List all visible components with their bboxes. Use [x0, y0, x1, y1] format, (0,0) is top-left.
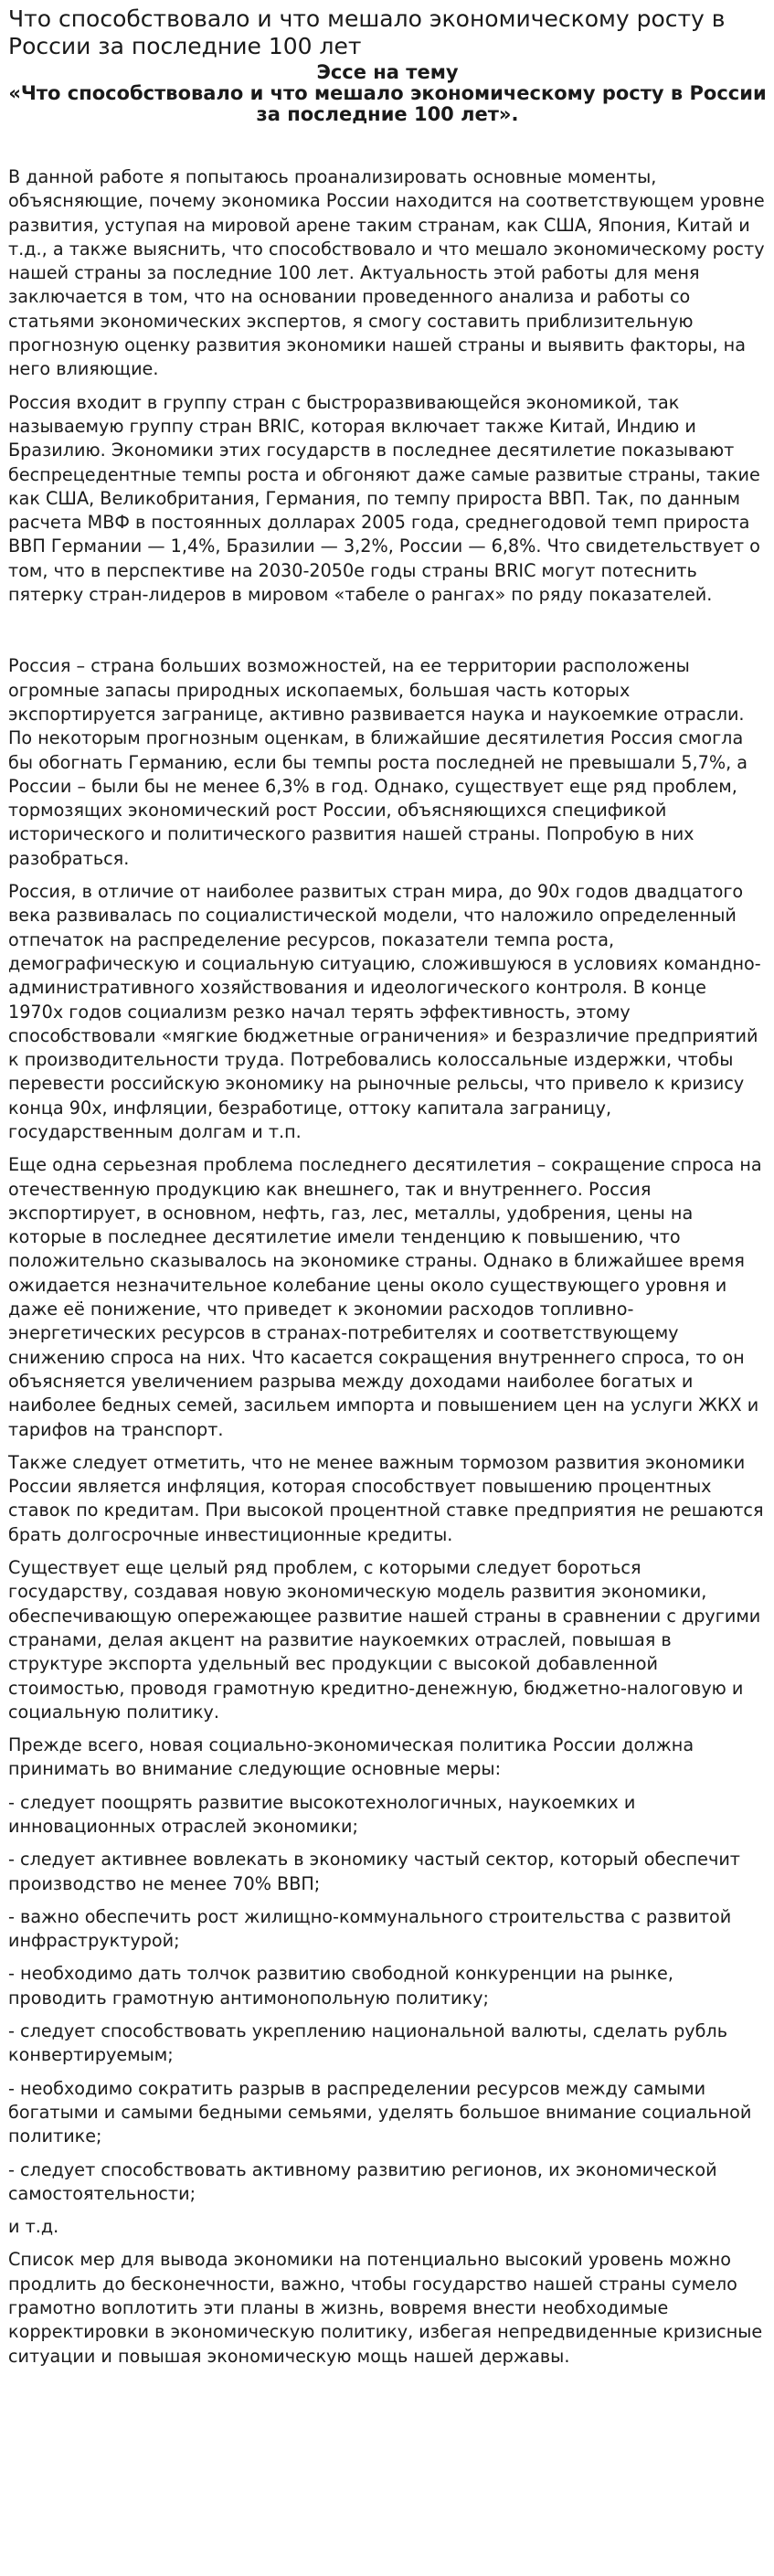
- paragraph-inflation: Также следует отметить, что не менее важным тормозом развития экономики России является инфляция, которая способствует повышению процентных ставок по кредитам. При высокой процентной ставке предприятия не решаются брать долгосрочные инвестиционные кредиты.: [8, 1451, 764, 1545]
- paragraph-conclusion: Список мер для вывода экономики на потенциально высокий уровень можно продлить до бесконечности, важно, чтобы государство нашей страны сумело грамотно воплотить эти планы в жизнь, вовремя внести необходимые корректировки в экономическую политику, избегая непредвиденные кризисные ситуации и повышая экономическую мощь нашей державы.: [8, 2249, 763, 2367]
- list-end: и т.д.: [8, 2216, 59, 2238]
- paragraph-intro: В данной работе я попытаюсь проанализировать основные моменты, объясняющие, почему экономика России находится на соответствующем уровне развития, уступая на мировой арене таким странам, как США, Япония, Китай и т.д., а также выяснить, что способствовало и что мешало экономическому росту нашей страны за последние 100 лет. Актуальность этой работы для меня заключается в том, что на основании проведенного анализа и работы со статьями экономических экспертов, я смогу составить приблизительную прогнозную оценку развития экономики нашей страны и выявить факторы, на него влияющие.: [8, 166, 765, 380]
- essay-body: [8, 165, 767, 2369]
- list-item: - следует поощрять развитие высокотехнологичных, наукоемких и инновационных отраслей экономики;: [8, 1791, 636, 1837]
- paragraph-bric: Россия входит в группу стран с быстроразвивающейся экономикой, так называемую группу стран BRIC, которая включает также Китай, Индию и Бразилию. Экономики этих государств в последнее десятилетие показывают беспрецедентные темпы роста и обгоняют даже самые развитые страны, такие как США, Великобритания, Германия, по темпу прироста ВВП. Так, по данным расчета МВФ в постоянных долларах 2005 года, среднегодовой темп прироста ВВП Германии — 1,4%, Бразилии — 3,2%, России — 6,8%. Что свидетельствует о том, что в перспективе на 2030-2050е годы страны BRIC могут потеснить пятерку стран-лидеров в мировом «табеле о рангах» по ряду показателей.: [8, 391, 760, 606]
- list-item: - необходимо дать толчок развитию свободной конкуренции на рынке, проводить грамотную антимонопольную политику;: [8, 1963, 673, 2009]
- list-item: - важно обеспечить рост жилищно-коммунального строительства с развитой инфраструктурой;: [8, 1905, 732, 1952]
- essay-topic: «Что способствовало и что мешало экономическому росту в России за последние 100 лет».: [8, 82, 767, 125]
- list-item: - следует активнее вовлекать в экономику частый сектор, который обеспечит производство не менее 70% ВВП;: [8, 1849, 740, 1894]
- list-item: - следует способствовать активному развитию регионов, их экономической самостоятельности;: [8, 2158, 717, 2204]
- paragraph-opportunities: Россия – страна больших возможностей, на ее территории расположены огромные запасы природных ископаемых, большая часть которых экспортируется загранице, активно развивается наука и наукоемкие отрасли. По некоторым прогнозным оценкам, в ближайшие десятилетия Россия смогла бы обогнать Германию, если бы темпы роста последней не превышали 5,7%, а России – были бы не менее 6,3% в год. Однако, существует еще ряд проблем, тормозящих экономический рост России, объясняющихся спецификой исторического и политического развития нашей страны. Попробую в них разобраться.: [8, 655, 748, 869]
- essay-heading: Эссе на тему: [316, 61, 459, 83]
- paragraph-socialism: Россия, в отличие от наиболее развитых стран мира, до 90х годов двадцатого века развивалась по социалистической модели, что наложило определенный отпечаток на распределение ресурсов, показатели темпа роста, демографическую и социальную ситуацию, сложившуюся в условиях командно-административного хозяйствования и идеологического контроля. В конце 1970х годов социализм резко начал терять эффективность, этому способствовали «мягкие бюджетные ограничения» и безразличие предприятий к производительности труда. Потребовались колоссальные издержки, чтобы перевести российскую экономику на рыночные рельсы, что привело к кризису конца 90х, инфляции, безработице, оттоку капитала заграницу, государственным долгам и т.п.: [8, 881, 761, 1142]
- list-item: - необходимо сократить разрыв в распределении ресурсов между самыми богатыми и самыми бедными семьями, уделять большое внимание социальной политике;: [8, 2077, 752, 2147]
- paragraph-new-model: Существует еще целый ряд проблем, с которыми следует бороться государству, создавая новую экономическую модель развития экономики, обеспечивающую опережающее развитие нашей страны в сравнении с другими странами, делая акцент на развитие наукоемких отраслей, повышая в структуре экспорта удельный вес продукции с высокой добавленной стоимостью, проводя грамотную кредитно-денежную, бюджетно-налоговую и социальную политику.: [8, 1557, 761, 1723]
- page-title: Что способствовало и что мешало экономическому росту в России за последние 100 лет: [8, 5, 726, 59]
- list-item: - следует способствовать укреплению национальной валюты, сделать рубль конвертируемым;: [8, 2020, 728, 2066]
- paragraph-measures-intro: Прежде всего, новая социально-экономическая политика России должна принимать во внимание следующие основные меры:: [8, 1734, 694, 1780]
- paragraph-demand: Еще одна серьезная проблема последнего десятилетия – сокращение спроса на отечественную продукцию как внешнего, так и внутреннего. Россия экспортирует, в основном, нефть, газ, лес, металлы, удобрения, цены на которые в последнее десятилетие имели тенденцию к повышению, что положительно сказывалось на экономике страны. Однако в ближайшее время ожидается незначительное колебание цены около существующего уровня и даже её понижение, что приведет к экономии расходов топливно-энергетических ресурсов в странах-потребителях и соответствующему снижению спроса на них. Что касается сокращения внутреннего спроса, то он объясняется увеличением разрыва между доходами наиболее богатых и наиболее бедных семей, засильем импорта и повышением цен на услуги ЖКХ и тарифов на транспорт.: [8, 1154, 762, 1440]
- essay-heading-block: [8, 62, 767, 125]
